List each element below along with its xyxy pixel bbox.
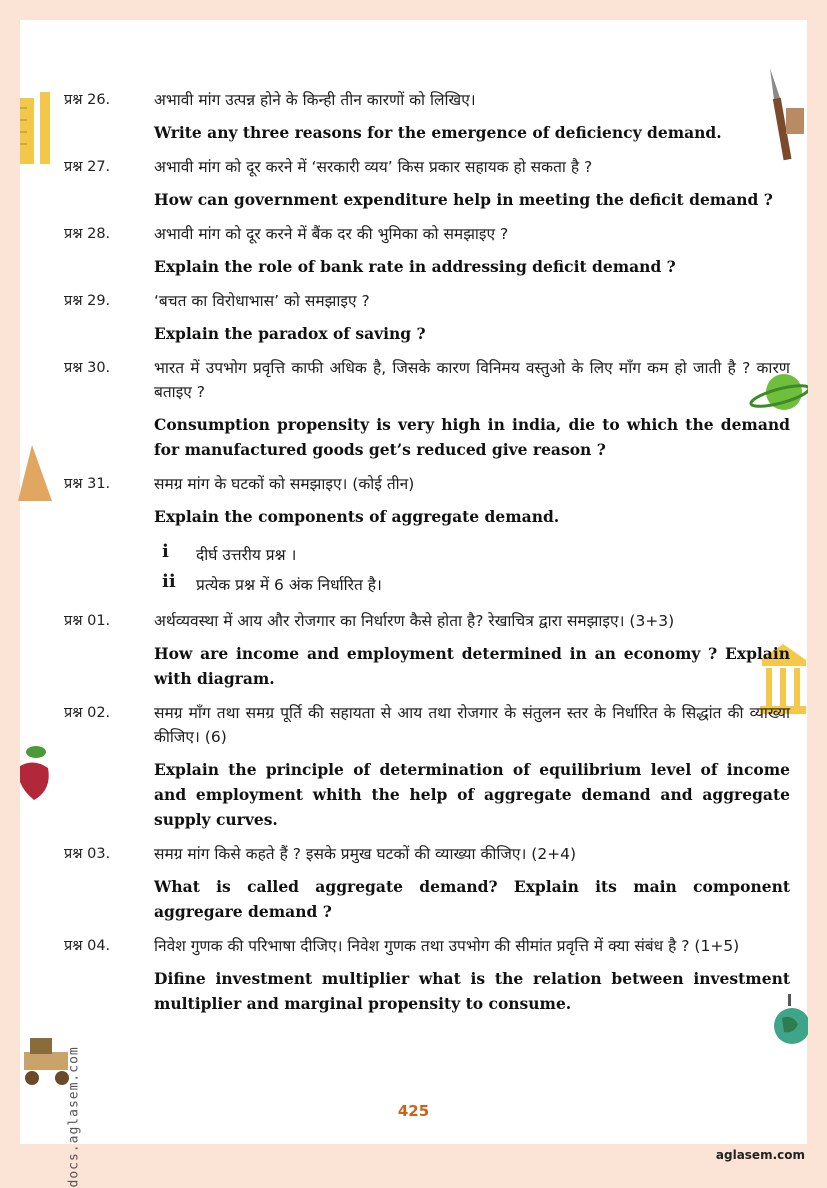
question-number: प्रश्न 30. [64, 360, 111, 376]
question-text-english: What is called aggregate demand? Explain its main component aggregare demand ? [154, 877, 790, 921]
question-text-english: Explain the principle of determination of equilibrium level of income and employment whith the help of aggregate demand and aggregate supply curves. [154, 760, 790, 829]
question-text-hindi: अभावी मांग को दूर करने में बैंक दर की भुमिका को समझाइए ? [154, 225, 509, 243]
question-number: प्रश्न 26. [64, 92, 111, 108]
instruction-number: i [162, 541, 169, 562]
question-26 [64, 88, 790, 145]
question-text-english: Write any three reasons for the emergence of deficiency demand. [154, 123, 722, 142]
question-text-english: Difine investment multiplier what is the relation between investment multiplier and marginal propensity to consume. [154, 969, 790, 1013]
page [20, 20, 807, 1188]
question-03 [64, 842, 790, 924]
ruler-icon [18, 92, 62, 168]
question-02 [64, 701, 790, 832]
apple-icon [18, 742, 52, 802]
question-text-hindi: अभावी मांग उत्पन्न होने के किन्ही तीन कारणों को लिखिए। [154, 91, 476, 109]
side-watermark: docs.aglasem.com [66, 1046, 82, 1188]
triangle-icon [18, 445, 54, 505]
question-text-english: How can government expenditure help in meeting the deficit demand ? [154, 190, 773, 209]
question-number: प्रश्न 04. [64, 938, 111, 954]
question-text-english: Explain the paradox of saving ? [154, 324, 426, 343]
question-text-hindi: अर्थव्यवस्था में आय और रोजगार का निर्धारण कैसे होता है? रेखाचित्र द्वारा समझाइए। (3+3) [154, 612, 675, 630]
question-27 [64, 155, 790, 212]
instruction-number: ii [162, 571, 176, 592]
instruction-text: दीर्घ उत्तरीय प्रश्न । [196, 546, 297, 564]
question-text-hindi: समग्र माँग तथा समग्र पूर्ति की सहायता से आय तथा रोजगार के संतुलन स्तर के निर्धारित के सिद्धांत की व्याख्या कीजिए। (6) [154, 704, 790, 746]
question-text-english: Explain the role of bank rate in addressing deficit demand ? [154, 257, 676, 276]
question-text-hindi: समग्र मांग के घटकों को समझाइए। (कोई तीन) [154, 475, 415, 493]
instruction-text: प्रत्येक प्रश्न में 6 अंक निर्धारित है। [196, 576, 382, 594]
page-number: 425 [397, 1102, 430, 1120]
question-text-english: How are income and employment determined in an economy ? Explain with diagram. [154, 644, 790, 688]
question-29 [64, 289, 790, 346]
question-number: प्रश्न 02. [64, 705, 111, 721]
question-content [64, 88, 790, 1016]
question-text-english: Consumption propensity is very high in india, die to which the demand for manufactured goods get’s reduced give reason ? [154, 415, 790, 459]
footer-site-name: aglasem.com [715, 1148, 805, 1162]
instruction-1 [162, 539, 790, 569]
question-number: प्रश्न 03. [64, 846, 111, 862]
question-number: प्रश्न 01. [64, 613, 111, 629]
question-04 [64, 934, 790, 1016]
question-28 [64, 222, 790, 279]
question-number: प्रश्न 27. [64, 159, 111, 175]
question-number: प्रश्न 29. [64, 293, 111, 309]
question-text-hindi: निवेश गुणक की परिभाषा दीजिए। निवेश गुणक तथा उपभोग की सीमांत प्रवृत्ति में क्या संबंध है ? (1+5) [154, 937, 740, 955]
question-31 [64, 472, 790, 529]
question-text-english: Explain the components of aggregate demand. [154, 507, 560, 526]
question-01 [64, 609, 790, 691]
question-text-hindi: अभावी मांग को दूर करने में ‘सरकारी व्यय’ किस प्रकार सहायक हो सकता है ? [154, 158, 593, 176]
question-text-hindi: ‘बचत का विरोधाभास’ को समझाइए ? [154, 292, 370, 310]
instruction-2 [162, 569, 790, 599]
question-text-hindi: समग्र मांग किसे कहते हैं ? इसके प्रमुख घटकों की व्याख्या कीजिए। (2+4) [154, 845, 577, 863]
question-number: प्रश्न 31. [64, 476, 111, 492]
question-30 [64, 356, 790, 462]
question-number: प्रश्न 28. [64, 226, 111, 242]
question-text-hindi: भारत में उपभोग प्रवृत्ति काफी अधिक है, जिसके कारण विनिमय वस्तुओ के लिए माँग कम हो जाती है ? कारण बताइए ? [154, 359, 790, 401]
